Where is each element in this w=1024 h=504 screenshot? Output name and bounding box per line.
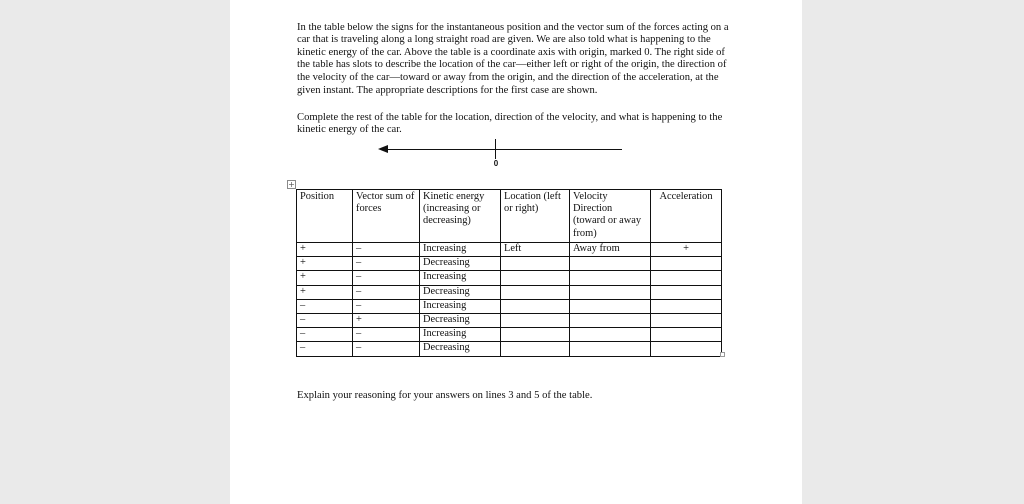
cell-acceleration[interactable] <box>651 285 722 299</box>
cell-acceleration[interactable] <box>651 299 722 313</box>
axis-origin-label: 0 <box>493 159 499 168</box>
cell-vector-sum: + <box>353 313 420 327</box>
table-row <box>297 342 722 356</box>
header-position: Position <box>297 190 353 243</box>
cell-location[interactable] <box>501 328 570 342</box>
cell-velocity[interactable]: Away from <box>570 243 651 257</box>
cell-velocity[interactable] <box>570 328 651 342</box>
instruction-paragraph: Complete the rest of the table for the location, direction of the velocity, and what is happening to the kinetic energy of the car. <box>297 111 723 136</box>
cell-acceleration[interactable] <box>651 328 722 342</box>
cell-kinetic-energy: Decreasing <box>420 342 501 356</box>
cell-location[interactable] <box>501 257 570 271</box>
header-velocity-direction: Velocity Direction (toward or away from) <box>570 190 651 243</box>
table-row <box>297 257 722 271</box>
cell-location[interactable] <box>501 299 570 313</box>
cell-velocity[interactable] <box>570 257 651 271</box>
cell-kinetic-energy: Decreasing <box>420 257 501 271</box>
header-acceleration: Acceleration <box>651 190 722 243</box>
cell-kinetic-energy: Increasing <box>420 299 501 313</box>
cell-velocity[interactable] <box>570 299 651 313</box>
cell-vector-sum: – <box>353 342 420 356</box>
cell-kinetic-energy: Increasing <box>420 243 501 257</box>
cell-vector-sum: – <box>353 299 420 313</box>
cell-vector-sum: – <box>353 328 420 342</box>
cell-location[interactable] <box>501 342 570 356</box>
move-cross-icon[interactable]: + <box>288 180 295 189</box>
forces-table <box>296 189 722 357</box>
cell-location[interactable] <box>501 271 570 285</box>
cell-location[interactable] <box>501 313 570 327</box>
cell-velocity[interactable] <box>570 271 651 285</box>
closing-paragraph: Explain your reasoning for your answers on lines 3 and 5 of the table. <box>297 389 593 401</box>
cell-velocity[interactable] <box>570 285 651 299</box>
cell-position: + <box>297 243 353 257</box>
cell-position: + <box>297 271 353 285</box>
document-page <box>230 0 802 504</box>
cell-kinetic-energy: Increasing <box>420 328 501 342</box>
cell-position: – <box>297 299 353 313</box>
cell-position: – <box>297 328 353 342</box>
table-row <box>297 285 722 299</box>
table-row <box>297 271 722 285</box>
cell-acceleration[interactable] <box>651 313 722 327</box>
cell-acceleration[interactable] <box>651 257 722 271</box>
cell-kinetic-energy: Increasing <box>420 271 501 285</box>
intro-paragraph: In the table below the signs for the instantaneous position and the vector sum of the forces acting on a car that is traveling along a long straight road are given. We are also told what is happening to the kinetic energy of the car. Above the table is a coordinate axis with origin, marked 0. The right side of the table has slots to describe the location of the car—either left or right of the origin, the direction of the velocity of the car—toward or away from the origin, and the direction of the acceleration, at the given instant. The appropriate descriptions for the first case are shown. <box>297 21 729 96</box>
cell-position: + <box>297 257 353 271</box>
coordinate-axis <box>378 136 622 172</box>
table-row <box>297 243 722 257</box>
cell-kinetic-energy: Decreasing <box>420 313 501 327</box>
cell-position: + <box>297 285 353 299</box>
cell-vector-sum: – <box>353 285 420 299</box>
cell-acceleration[interactable] <box>651 271 722 285</box>
cell-position: – <box>297 313 353 327</box>
table-row <box>297 328 722 342</box>
table-row <box>297 299 722 313</box>
cell-vector-sum: – <box>353 271 420 285</box>
cell-velocity[interactable] <box>570 313 651 327</box>
axis-origin-tick <box>495 139 496 159</box>
resize-handle-icon[interactable] <box>720 352 725 357</box>
cell-location[interactable] <box>501 285 570 299</box>
header-vector-sum: Vector sum of forces <box>353 190 420 243</box>
cell-position: – <box>297 342 353 356</box>
cell-location[interactable]: Left <box>501 243 570 257</box>
cell-vector-sum: – <box>353 257 420 271</box>
header-kinetic-energy: Kinetic energy (increasing or decreasing) <box>420 190 501 243</box>
cell-vector-sum: – <box>353 243 420 257</box>
cell-kinetic-energy: Decreasing <box>420 285 501 299</box>
cell-acceleration[interactable] <box>651 342 722 356</box>
axis-line <box>386 149 622 150</box>
header-location: Location (left or right) <box>501 190 570 243</box>
table-header-row <box>297 190 722 243</box>
cell-velocity[interactable] <box>570 342 651 356</box>
cell-acceleration[interactable]: + <box>651 243 722 257</box>
table-row <box>297 313 722 327</box>
